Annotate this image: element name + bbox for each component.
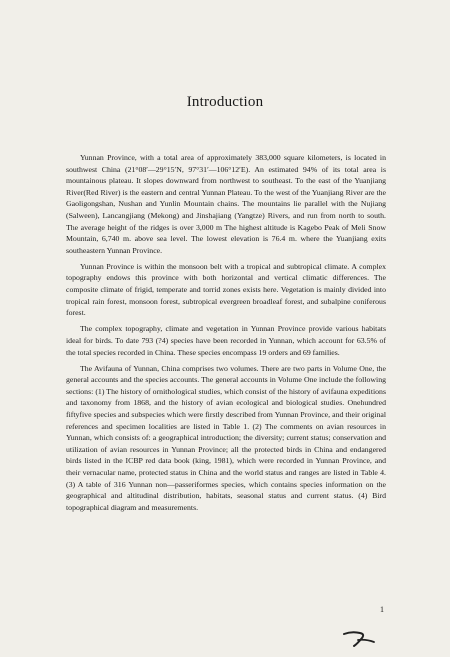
page-number: 1 (380, 605, 384, 614)
handwritten-mark-icon (340, 626, 380, 650)
paragraph-volume-contents: The Avifauna of Yunnan, China comprises two volumes. There are two parts in Volume One, the general accounts and the species accounts. The general accounts in Volume One include the following sections: (1) The history of ornithological studies, which consist of the history of avifauna expeditions and taxonomy from 1868, and the history of avian ecological and biological studies. Onehundred fiftyfive species and subspecies which were firstly described from Yunnan Province, and their original references and specimen localities are listed in Table 1. (2) The comments on avian resources in Yunnan, which consists of: a geographical introduction; the diversity; current status; conservation and utilization of avian resources in Yunnan Province; all the protected birds in China and endangered birds listed in the ICBP red data book (king, 1981), which were recorded in Yunnan Province, and their vernacular name, protected status in China and the world status and ranges are listed in Table 4. (3) A table of 316 Yunnan non—passeriformes species, which contains species information on the geographical and altitudinal distribution, habitats, seasonal status and current status. (4) Bird topographical diagram and measurements. (66, 363, 386, 512)
page-title: Introduction (186, 94, 264, 110)
paragraph-climate: Yunnan Province is within the monsoon belt with a tropical and subtropical climate. A complex topography endows this province with both horizontal and vertical climatic differences. The composite climate of frigid, temperate and torrid zones exists here. Vegetation is mainly divided into tropical rain forest, monsoon forest, subtropical evergreen broadleaf forest, and subalpine coniferous forest. (66, 261, 386, 318)
body-text (66, 152, 386, 518)
paragraph-habitats: The complex topography, climate and vegetation in Yunnan Province provide various habitats ideal for birds. To date 793 (?4) species have been recorded in Yunnan, which account for 63.5% of the total species recorded in China. These species encompass 19 orders and 69 families. (66, 324, 386, 357)
paragraph-geography: Yunnan Province, with a total area of approximately 383,000 square kilometers, is located in southwest China (21°08′—29°15′N, 97°31′—106°12′E). An estimated 94% of its total area is mountainous plateau. It slopes downward from northwest to southeast. To the east of the Yuanjiang River(Red River) is the eastern and central Yunnan Plateau. To the west of the Yuanjiang River are the Gaoligongshan, Nushan and Yunlin Mountain chains. The mountains lie parallel with the Nujiang (Salween), Lancangjiang (Mekong) and Jinshajiang (Yangtze) Rivers, and run from north to south. The average height of the ridges is over 3,000 m The highest altitude is Kagebo Peak of Meli Snow Mountain, 6,740 m. above sea level. The lowest elevation is 76.4 m. where the Yuanjiang exits southeastern Yunnan Province. (66, 153, 386, 255)
